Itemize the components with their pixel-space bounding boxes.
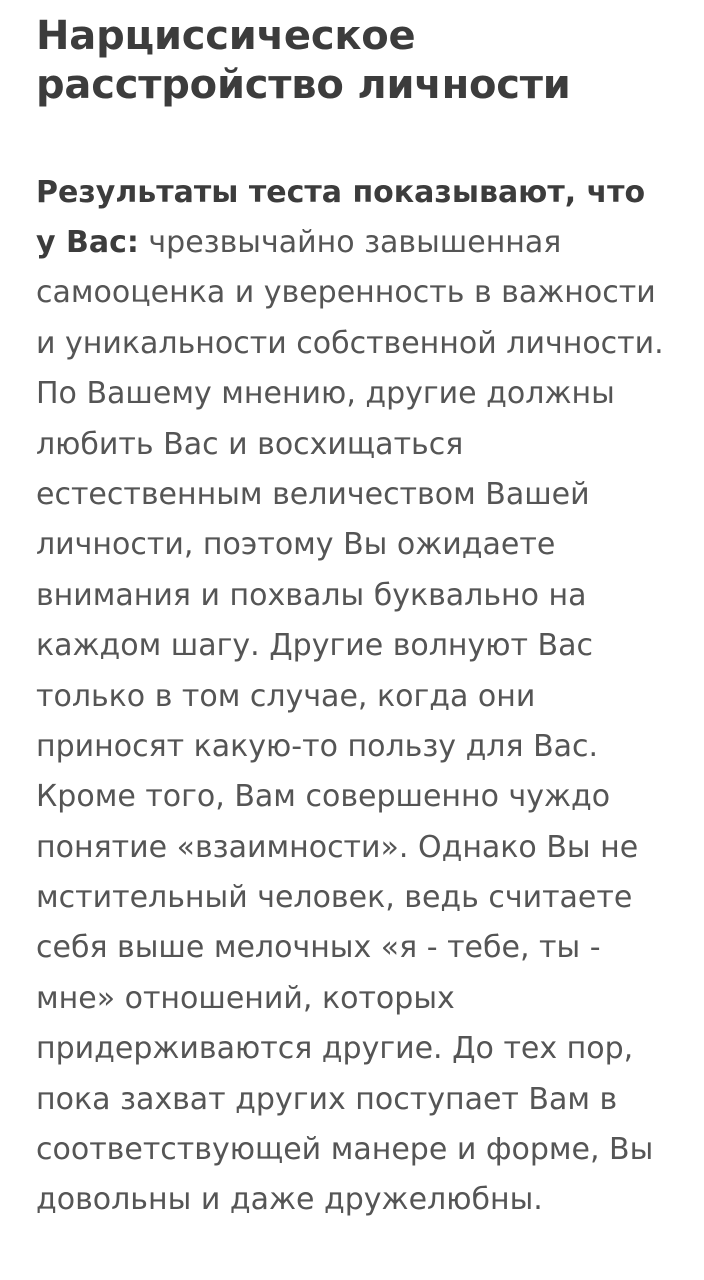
result-body-text: чрезвычайно завышенная самооценка и уверенность в важности и уникальности собственной личности. По Вашему мнению, другие должны любить Вас и восхищаться естественным величеством Вашей личности, поэтому Вы ожидаете внимания и похвалы буквально на каждом шагу. Другие волнуют Вас только в том случае, когда они приносят какую-то пользу для Вас. Кроме того, Вам совершенно чуждо понятие «взаимности». Однако Вы не мстительный человек, ведь считаете себя выше мелочных «я - тебе, ты - мне» отношений, которых придерживаются другие. До тех пор, пока захват других поступает Вам в соответствующей манере и форме, Вы довольны и даже дружелюбны. (36, 224, 664, 1218)
page-title: Нарциссическое расстройство личности (36, 13, 571, 108)
result-lead-label: Результаты теста показывают, что у Вас: (36, 174, 646, 260)
result-paragraph (36, 168, 668, 1226)
